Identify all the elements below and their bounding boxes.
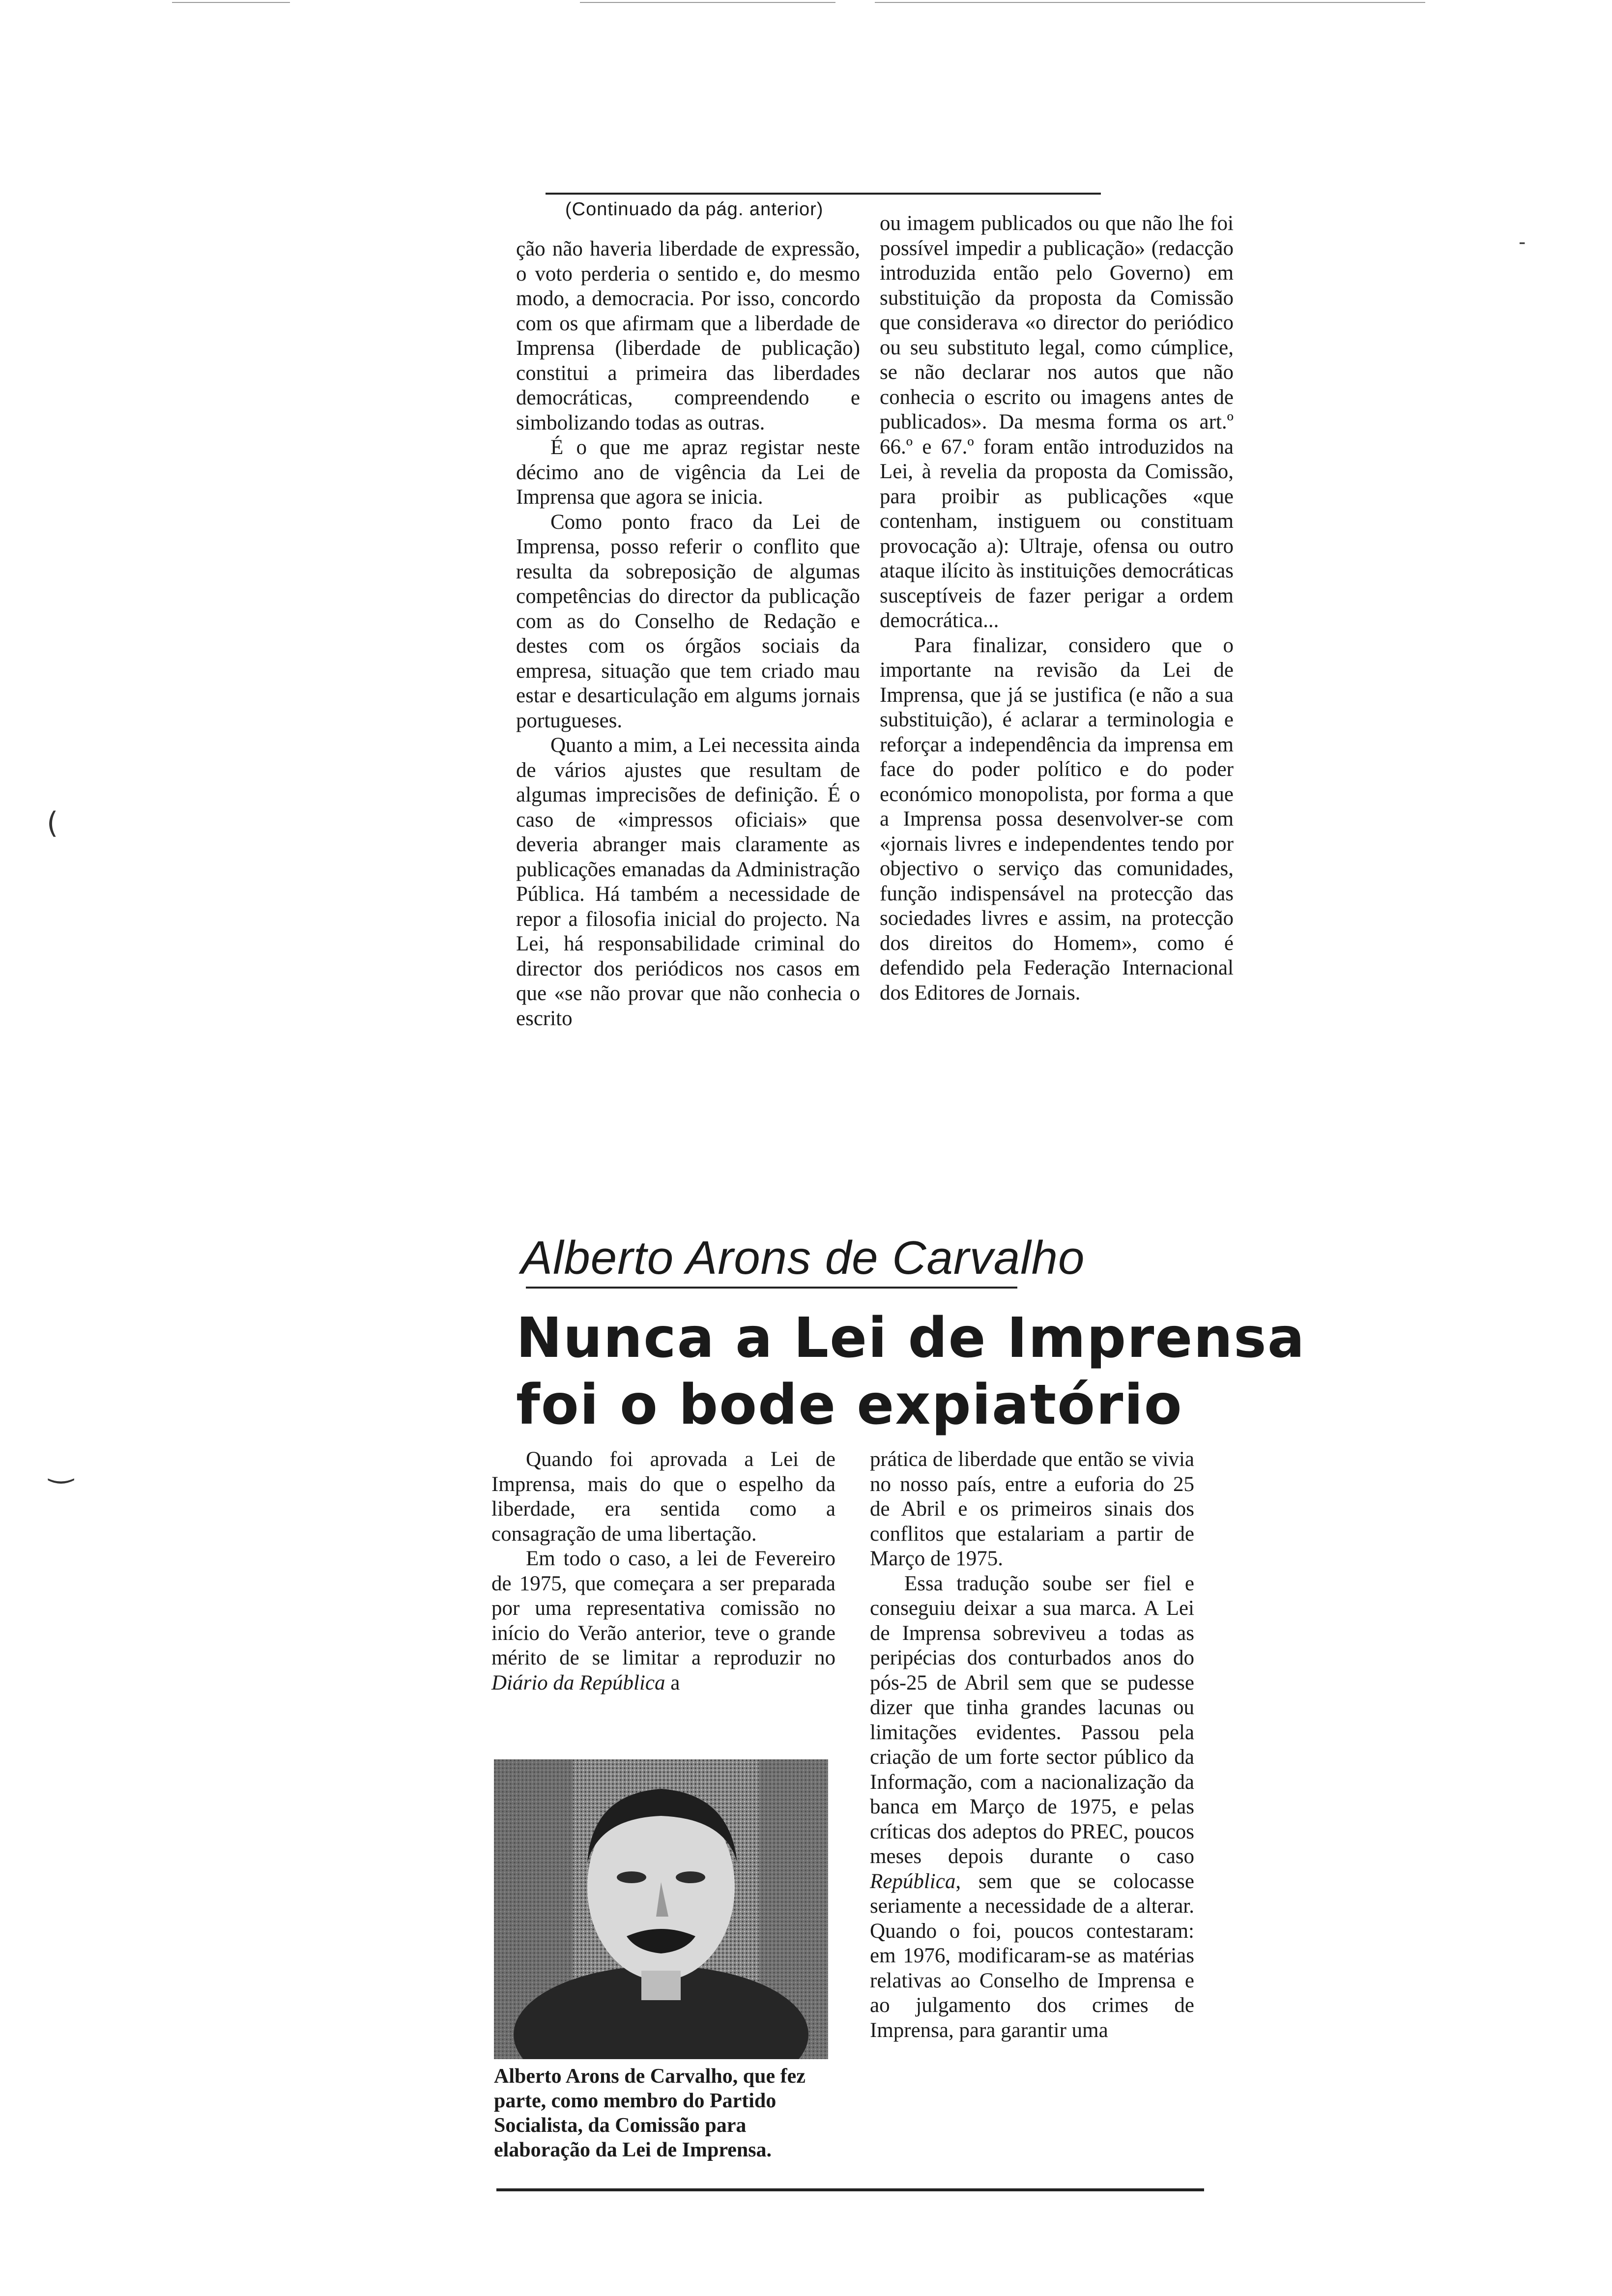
bottom-article-right-column <box>870 1447 1194 2043</box>
article-bottom-rule <box>496 2188 1204 2191</box>
continued-note: (Continuado da pág. anterior) <box>565 199 824 220</box>
publication-title: Diário da República <box>491 1671 665 1694</box>
case-name: República <box>870 1869 956 1893</box>
paragraph: Para finalizar, considero que o importante na revisão da Lei de Imprensa, que já se justifica (e não a sua substituição), é aclarar a terminologia e reforçar a independência da imprensa em face do poder político e do poder económico monopolista, por forma a que a Imprensa possa desenvolver-se com «jornais livres e independentes tendo por objectivo o serviço das comunidades, função indispensável na protecção das sociedades livres e assim, na protecção dos direitos do Homem», como é defendido pela Federação Internacional dos Editores de Jornais. <box>880 633 1234 1004</box>
paragraph-text: Em todo o caso, a lei de Fevereiro de 1975, que começara a ser preparada por uma representativa comissão no início do Verão anterior, teve o grande mérito de se limitar a reproduzir no <box>491 1547 835 1669</box>
author-photo <box>494 1759 828 2059</box>
paragraph-end: a <box>665 1671 680 1694</box>
paragraph: ção não haveria liberdade de expressão, o voto perderia o sentido e, do mesmo modo, a democracia. Por isso, concordo com os que afirmam que a liberdade de Imprensa (liberdade de publicação) constitui a primeira das liberdades democráticas, compreendendo e simbolizando todas as outras. <box>516 237 860 434</box>
portrait-image <box>494 1759 828 2059</box>
paragraph <box>870 1572 1194 2043</box>
scan-top-line-mid <box>580 2 835 3</box>
top-article-left-column <box>516 237 860 1031</box>
top-article-right-column <box>880 211 1234 1005</box>
scan-top-line-right <box>875 2 1425 3</box>
byline-underline <box>526 1287 1017 1289</box>
headline <box>516 1305 1305 1438</box>
paragraph: Como ponto fraco da Lei de Imprensa, posso referir o conflito que resulta da sobreposição de algumas competências do director da publicação com as do Conselho de Redação e destes com os órgãos sociais da empresa, situação que tem criado mau estar e desarticulação em algums jornais portugueses. <box>516 510 860 732</box>
byline: Alberto Arons de Carvalho <box>521 1232 1085 1284</box>
paragraph: ou imagem publicados ou que não lhe foi possível impedir a publicação» (redacção introduzida então pelo Governo) em substituição da proposta da Comissão que considerava «o director do periódico ou seu substituto legal, como cúmplice, se não declarar nos autos que não conhecia o escrito ou imagens antes de publicados». Da mesma forma os art.º 66.º e 67.º foram então introduzidos na Lei, à revelia da proposta da Comissão, para proibir as publicações «que contenham, instiguem ou constituam provocação a): Ultraje, ofensa ou outro ataque ilícito às instituições democráticas susceptíveis de fazer perigar a ordem democrática... <box>880 212 1234 632</box>
paragraph-text: Essa tradução soube ser fiel e conseguiu deixar a sua marca. A Lei de Imprensa sobreviveu a todas as peripécias dos conturbados anos do pós-25 de Abril sem que se pudesse dizer que tinha grandes lacunas ou limitações evidentes. Passou pela criação de um forte sector público da Informação, com a nacionalização da banca em Março de 1975, e pelas críticas dos adeptos do PREC, poucos meses depois durante o caso <box>870 1572 1194 1868</box>
scan-mark-left: ( <box>47 806 58 840</box>
headline-line-2: foi o bode expiatório <box>516 1373 1183 1437</box>
bottom-article-left-column <box>491 1447 835 1695</box>
scan-mark-right: - <box>1519 231 1526 254</box>
scan-top-line-left <box>172 2 290 3</box>
paragraph: É o que me apraz registar neste décimo ano de vigência da Lei de Imprensa que agora se inicia. <box>516 436 860 509</box>
article-top-rule <box>546 193 1101 195</box>
paragraph: Quanto a mim, a Lei necessita ainda de vários ajustes que resultam de algumas imprecisões de definição. É o caso de «impressos oficiais» que deveria abranger mais claramente as publicações emanadas da Administração Pública. Há também a necessidade de repor a filosofia inicial do projecto. Na Lei, há responsabilidade criminal do director dos periódicos nos casos em que «se não provar que não conhecia o escrito <box>516 734 860 1030</box>
headline-line-1: Nunca a Lei de Imprensa <box>516 1306 1306 1370</box>
paragraph: prática de liberdade que então se vivia no nosso país, entre a euforia do 25 de Abril e os primeiros sinais dos conflitos que estalariam a partir de Março de 1975. <box>870 1448 1194 1570</box>
paragraph-text-end: , sem que se colocasse seriamente a necessidade de a alterar. Quando o foi, poucos contestaram: em 1976, modificaram-se as matérias relativas ao Conselho de Imprensa e ao julgamento dos crimes de Imprensa, para garantir uma <box>870 1869 1194 2042</box>
scan-mark-left-lower: ‿ <box>49 1450 73 1484</box>
photo-caption: Alberto Arons de Carvalho, que fez parte, como membro do Partido Socialista, da Comissão para elaboração da Lei de Imprensa. <box>494 2065 806 2161</box>
paragraph: Quando foi aprovada a Lei de Imprensa, mais do que o espelho da liberdade, era sentida como a consagração de uma libertação. <box>491 1448 835 1546</box>
paragraph <box>491 1547 835 1695</box>
